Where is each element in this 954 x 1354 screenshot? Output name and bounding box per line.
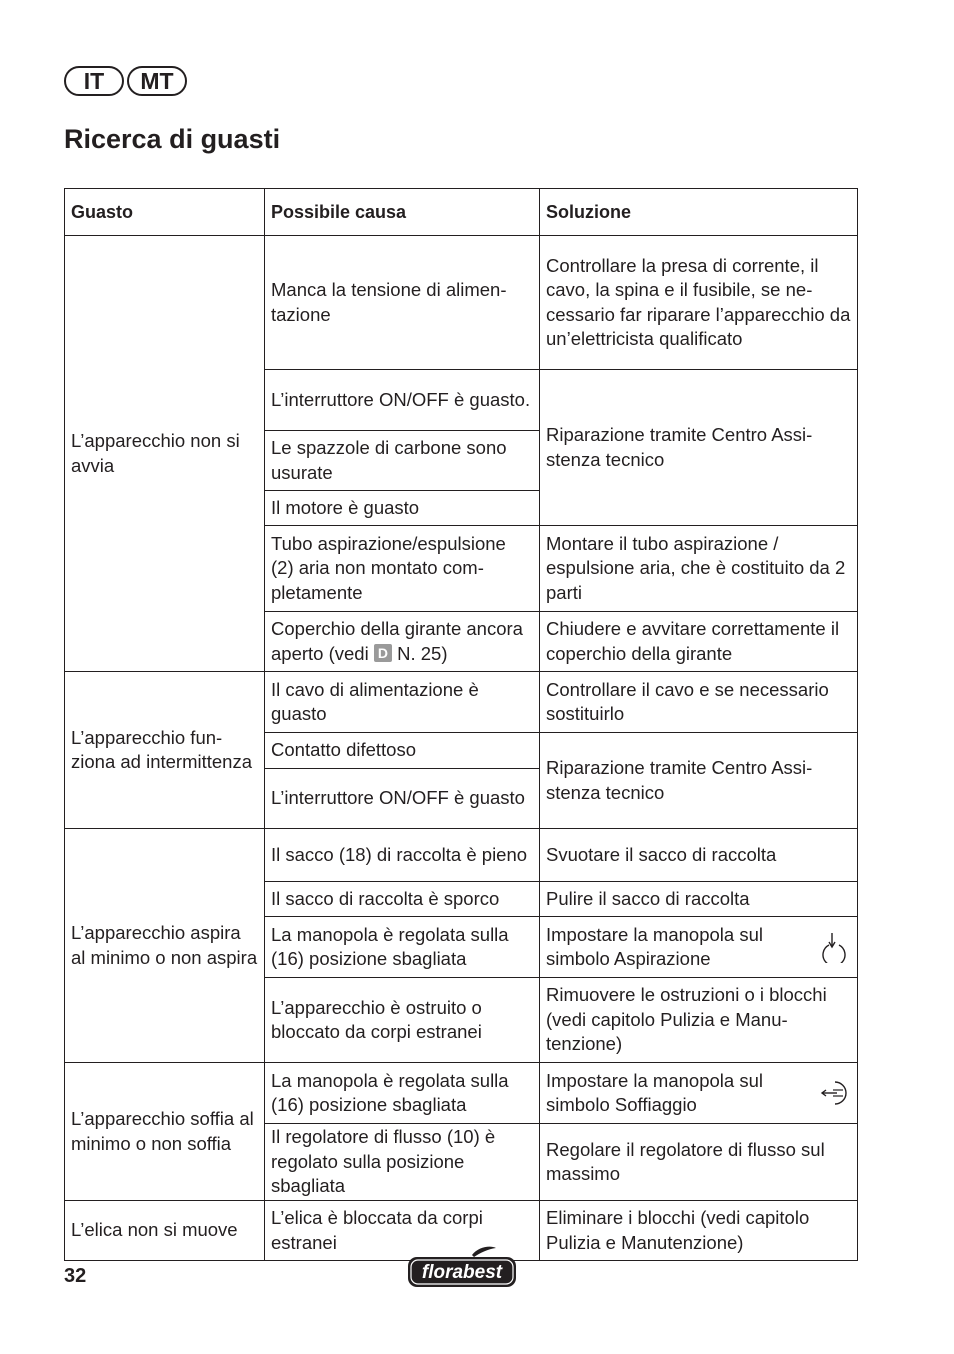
header-solution: Soluzione bbox=[540, 189, 858, 236]
cause-cell: La manopola è regolata sulla (16) posizione sbagliata bbox=[265, 917, 540, 978]
solution-cell: Montare il tubo aspirazione / espulsione aria, che è costituito da 2 parti bbox=[540, 526, 858, 612]
blower-symbol-icon bbox=[819, 1077, 849, 1109]
cause-cell: Le spazzole di carbone sono usurate bbox=[265, 431, 540, 491]
solution-cell: Eliminare i blocchi (vedi capitolo Pulizia e Manutenzione) bbox=[540, 1201, 858, 1261]
solution-cell: Riparazione tramite Centro Assistenza tecnico bbox=[540, 370, 858, 526]
solution-cell: Controllare la presa di corrente, il cavo, la spina e il fusibile, se necessario far riparare l’apparecchio da un’elettricista qualificato bbox=[540, 236, 858, 370]
troubleshooting-table bbox=[64, 188, 858, 1261]
page-number: 32 bbox=[64, 1265, 87, 1287]
cause-cell: Il sacco (18) di raccolta è pieno bbox=[265, 829, 540, 882]
fault-cell: L’apparecchio soffia al minimo o non soffia bbox=[65, 1063, 265, 1201]
solution-text: Impostare la manopola sul simbolo Soffiaggio bbox=[546, 1069, 763, 1115]
header-cause: Possibile causa bbox=[265, 189, 540, 236]
cause-cell: Il regolatore di flusso (10) è regolato sulla posizione sbagliata bbox=[265, 1124, 540, 1201]
solution-cell: Riparazione tramite Centro Assistenza tecnico bbox=[540, 733, 858, 829]
fault-cell: L’apparecchio non si avvia bbox=[65, 236, 265, 672]
cause-cell: La manopola è regolata sulla (16) posizione sbagliata bbox=[265, 1063, 540, 1124]
florabest-logo bbox=[406, 1245, 518, 1289]
cause-cell: Il sacco di raccolta è sporco bbox=[265, 882, 540, 917]
cause-cell: Contatto difettoso bbox=[265, 733, 540, 769]
language-d-badge: D bbox=[374, 644, 392, 662]
cause-cell bbox=[265, 612, 540, 672]
solution-cell: Regolare il regolatore di flusso sul massimo bbox=[540, 1124, 858, 1201]
table-header-row bbox=[65, 189, 858, 236]
solution-cell bbox=[540, 1063, 858, 1124]
fault-cell: L’apparecchio aspira al minimo o non aspira bbox=[65, 829, 265, 1063]
language-badge-it: IT bbox=[64, 66, 124, 96]
solution-cell: Controllare il cavo e se necessario sostituirlo bbox=[540, 672, 858, 733]
cause-cell: L’elica è bloccata da corpi estranei bbox=[265, 1201, 540, 1261]
suction-symbol-icon bbox=[819, 931, 849, 963]
language-badge-mt: MT bbox=[127, 66, 187, 96]
solution-cell: Chiudere e avvitare correttamente il coperchio della girante bbox=[540, 612, 858, 672]
solution-cell: Rimuovere le ostruzioni o i blocchi (vedi capitolo Pulizia e Manutenzione) bbox=[540, 978, 858, 1063]
header-fault: Guasto bbox=[65, 189, 265, 236]
solution-text: Impostare la manopola sul simbolo Aspirazione bbox=[546, 923, 763, 969]
cause-cell: L’interruttore ON/OFF è guasto. bbox=[265, 370, 540, 431]
cause-text: N. 25) bbox=[397, 642, 448, 664]
table-row bbox=[65, 829, 858, 882]
logo-text: florabest bbox=[421, 1262, 503, 1283]
table-row bbox=[65, 672, 858, 733]
solution-cell: Pulire il sacco di raccolta bbox=[540, 882, 858, 917]
cause-cell: Tubo aspirazione/espulsione (2) aria non montato completamente bbox=[265, 526, 540, 612]
fault-cell: L’apparecchio funziona ad intermittenza bbox=[65, 672, 265, 829]
cause-cell: L’apparecchio è ostruito o bloccato da corpi estranei bbox=[265, 978, 540, 1063]
table-row bbox=[65, 236, 858, 370]
table-row bbox=[65, 1063, 858, 1124]
fault-cell: L’elica non si muove bbox=[65, 1201, 265, 1261]
cause-cell: Il cavo di alimentazione è guasto bbox=[265, 672, 540, 733]
page-title: Ricerca di guasti bbox=[64, 124, 281, 154]
solution-cell bbox=[540, 917, 858, 978]
cause-cell: L’interruttore ON/OFF è guasto bbox=[265, 769, 540, 829]
solution-cell: Svuotare il sacco di raccolta bbox=[540, 829, 858, 882]
cause-cell: Manca la tensione di alimentazione bbox=[265, 236, 540, 370]
cause-cell: Il motore è guasto bbox=[265, 491, 540, 526]
cause-text: Coperchio della girante ancora aperto (vedi bbox=[271, 618, 523, 664]
